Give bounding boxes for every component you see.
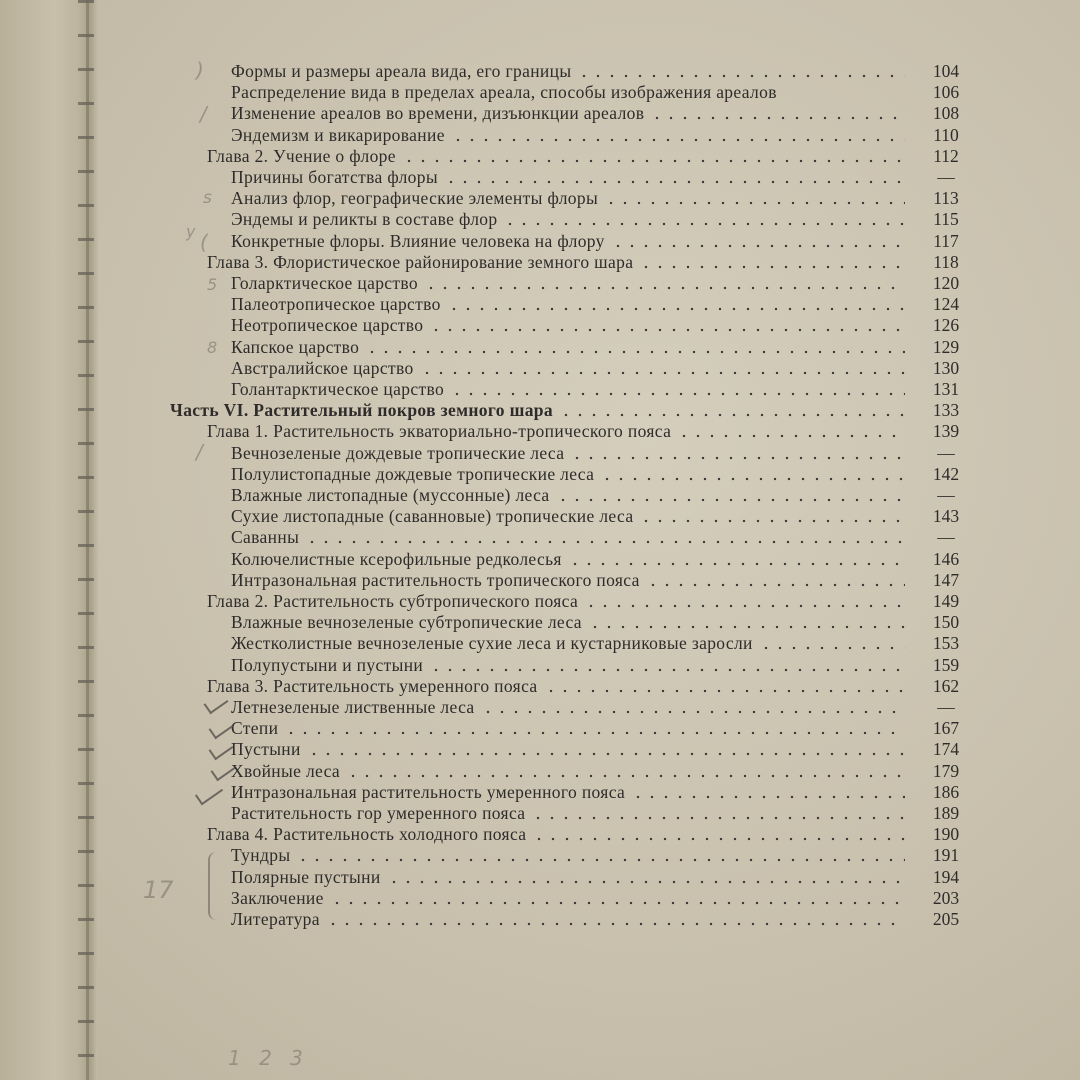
toc-page-number: — — [937, 527, 955, 547]
toc-page-number: 120 — [932, 273, 960, 293]
toc-leader-dots — [531, 816, 905, 820]
toc-entry-title: Капское царство — [231, 337, 360, 357]
toc-entry — [231, 526, 905, 548]
toc-entry — [231, 357, 905, 379]
toc-page-number: 147 — [932, 570, 960, 590]
toc-entry-title: Растительность гор умеренного пояса — [231, 803, 526, 823]
toc-leader-dots — [387, 880, 905, 884]
toc-leader-dots — [639, 265, 905, 269]
toc-leader-dots — [544, 689, 905, 693]
toc-entry — [231, 760, 905, 782]
toc-leader-dots — [650, 116, 905, 120]
pencil-check-mark — [209, 738, 234, 760]
pencil-mark: / — [200, 102, 207, 126]
toc-entry-title: Палеотропическое царство — [231, 294, 441, 314]
toc-leader-dots — [503, 222, 905, 226]
toc-leader-dots — [451, 138, 905, 142]
toc-entry-title: Глава 3. Растительность умеренного пояса — [207, 676, 538, 696]
toc-entry-title: Жестколистные вечнозеленые сухие леса и кустарниковые заросли — [231, 633, 753, 653]
toc-leader-dots — [568, 562, 905, 566]
toc-leader-dots — [305, 540, 905, 544]
toc-page-number: — — [937, 443, 955, 463]
toc-page-number: 106 — [932, 82, 960, 102]
toc-page-number: 110 — [933, 125, 959, 145]
toc-leader-dots — [402, 159, 905, 163]
toc-page-number: 124 — [932, 294, 960, 314]
toc-entry — [231, 102, 905, 124]
toc-entry — [231, 781, 905, 803]
toc-entry-title: Степи — [231, 718, 279, 738]
pencil-check-mark — [195, 781, 223, 806]
toc-entry — [231, 908, 905, 930]
toc-entry-title: Голарктическое царство — [231, 273, 419, 293]
toc-leader-dots — [326, 922, 905, 926]
toc-page-number: 139 — [932, 421, 960, 441]
pencil-mark: / — [196, 440, 203, 464]
toc-entry — [231, 208, 905, 230]
toc-entry-title: Глава 3. Флористическое районирование земного шара — [207, 252, 634, 272]
toc-leader-dots — [639, 519, 905, 523]
toc-leader-dots — [559, 413, 905, 417]
toc-leader-dots — [429, 668, 905, 672]
toc-leader-dots — [631, 795, 905, 799]
toc-page-number: 115 — [933, 209, 959, 229]
pencil-mark: 5 — [207, 275, 218, 294]
toc-entry-title: Тундры — [231, 845, 291, 865]
toc-page-number: 143 — [932, 506, 960, 526]
toc-entry — [231, 717, 905, 739]
toc-page-number: 189 — [932, 803, 960, 823]
toc-entry — [231, 166, 905, 188]
toc-entry — [231, 866, 905, 888]
toc-page-number: 113 — [933, 188, 959, 208]
toc-entry-title: Конкретные флоры. Влияние человека на флору — [231, 231, 605, 251]
toc-entry-title: Литература — [231, 909, 320, 929]
toc-chapter-heading — [207, 420, 905, 442]
toc-entry-title: Причины богатства флоры — [231, 167, 438, 187]
toc-leader-dots — [759, 646, 905, 650]
toc-page-number: 112 — [933, 146, 959, 166]
toc-entry-title: Анализ флор, географические элементы флоры — [231, 188, 599, 208]
toc-leader-dots — [611, 244, 905, 248]
toc-page-number: 108 — [932, 103, 960, 123]
toc-entry — [231, 632, 905, 654]
toc-entry — [231, 887, 905, 909]
toc-entry-title: Полулистопадные дождевые тропические леса — [231, 464, 595, 484]
pencil-mark: s — [203, 188, 212, 208]
toc-entry — [231, 60, 905, 82]
toc-entry — [231, 230, 905, 252]
toc-page-number: 133 — [932, 400, 960, 420]
toc-page-number: 174 — [932, 739, 960, 759]
toc-entry-title: Вечнозеленые дождевые тропические леса — [231, 443, 565, 463]
toc-chapter-heading — [207, 823, 905, 845]
pencil-note-number: 17 — [143, 876, 174, 904]
toc-page-number: 205 — [932, 909, 960, 929]
toc-page-number: 117 — [933, 231, 959, 251]
toc-chapter-heading — [207, 145, 905, 167]
toc-leader-dots — [424, 286, 905, 290]
toc-leader-dots — [365, 350, 905, 354]
toc-chapter-heading — [207, 590, 905, 612]
toc-leader-dots — [532, 837, 905, 841]
toc-chapter-heading — [207, 675, 905, 697]
toc-entry-title: Летнезеленые лиственные леса — [231, 697, 475, 717]
toc-part-heading — [170, 399, 905, 421]
toc-page-number: 131 — [932, 379, 960, 399]
toc-page-number: 159 — [932, 655, 960, 675]
pencil-mark: 8 — [207, 338, 218, 357]
toc-entry — [231, 654, 905, 676]
toc-page-number: 186 — [932, 782, 960, 802]
toc-entry-title: Хвойные леса — [231, 761, 341, 781]
toc-entry-title: Формы и размеры ареала вида, его границы — [231, 61, 572, 81]
toc-leader-dots — [420, 371, 905, 375]
toc-page-number: 190 — [932, 824, 960, 844]
toc-entry-title: Саванны — [231, 527, 300, 547]
toc-leader-dots — [588, 625, 905, 629]
toc-entry — [231, 548, 905, 570]
toc-entry — [231, 844, 905, 866]
toc-entry-title: Влажные вечнозеленые субтропические леса — [231, 612, 582, 632]
toc-page-number: 126 — [932, 315, 960, 335]
toc-page-number: 142 — [932, 464, 960, 484]
binding-crease — [86, 0, 89, 1080]
toc-page-number: 194 — [932, 867, 960, 887]
toc-page-number: 118 — [933, 252, 959, 272]
toc-leader-dots — [447, 307, 905, 311]
toc-leader-dots — [307, 752, 905, 756]
toc-entry-title: Полярные пустыни — [231, 867, 381, 887]
toc-entry — [231, 505, 905, 527]
toc-leader-dots — [284, 731, 905, 735]
toc-entry-title: Часть VI. Растительный покров земного шара — [170, 400, 553, 420]
toc-leader-dots — [600, 477, 905, 481]
toc-leader-dots — [577, 74, 905, 78]
pencil-mark: y — [186, 222, 196, 241]
toc-leader-dots — [556, 498, 905, 502]
toc-leader-dots — [570, 456, 905, 460]
toc-entry — [231, 124, 905, 146]
toc-page-number: 150 — [932, 612, 960, 632]
toc-entry-title: Пустыни — [231, 739, 301, 759]
toc-entry-title: Глава 2. Учение о флоре — [207, 146, 396, 166]
toc-entry-title: Влажные листопадные (муссонные) леса — [231, 485, 550, 505]
toc-entry — [231, 293, 905, 315]
toc-page-number: — — [937, 697, 955, 717]
toc-entry — [231, 802, 905, 824]
toc-entry-title: Неотропическое царство — [231, 315, 424, 335]
toc-page-number: 146 — [932, 549, 960, 569]
toc-entry — [231, 611, 905, 633]
toc-page-number: 130 — [932, 358, 960, 378]
toc-leader-dots — [444, 180, 905, 184]
toc-entry-title: Австралийское царство — [231, 358, 414, 378]
toc-entry-title: Колючелистные ксерофильные редколесья — [231, 549, 562, 569]
toc-page-number: 203 — [932, 888, 960, 908]
pencil-bracket — [208, 852, 220, 920]
toc-entry — [231, 569, 905, 591]
toc-entry-title: Глава 2. Растительность субтропического пояса — [207, 591, 579, 611]
toc-entry — [231, 738, 905, 760]
toc-page-number: — — [937, 167, 955, 187]
toc-entry-title: Эндемы и реликты в составе флор — [231, 209, 498, 229]
toc-entry-title: Сухие листопадные (саванновые) тропические леса — [231, 506, 634, 526]
toc-leader-dots — [346, 774, 905, 778]
toc-entry — [231, 81, 905, 103]
toc-page-number: 191 — [932, 845, 960, 865]
toc-entry — [231, 463, 905, 485]
toc-page-number: 153 — [932, 633, 960, 653]
pencil-mark: ( — [200, 230, 208, 254]
toc-leader-dots — [296, 858, 905, 862]
toc-entry — [231, 696, 905, 718]
toc-page-number: 167 — [932, 718, 960, 738]
toc-entry — [231, 378, 905, 400]
toc-leader-dots — [604, 201, 905, 205]
toc-page-number: 129 — [932, 337, 960, 357]
toc-page-number: 104 — [932, 61, 960, 81]
toc-leader-dots — [584, 604, 905, 608]
toc-entry-title: Глава 1. Растительность экваториально-тропического пояса — [207, 421, 672, 441]
toc-entry-title: Полупустыни и пустыни — [231, 655, 424, 675]
toc-entry-title: Интразональная растительность умеренного пояса — [231, 782, 626, 802]
toc-entry — [231, 272, 905, 294]
toc-page-number: 179 — [932, 761, 960, 781]
pencil-mark: ) — [196, 58, 204, 82]
toc-entry — [231, 336, 905, 358]
toc-leader-dots — [481, 710, 905, 714]
toc-leader-dots — [646, 583, 905, 587]
toc-leader-dots — [677, 434, 905, 438]
toc-entry-title: Распределение вида в пределах ареала, способы изображения ареалов — [231, 82, 777, 102]
toc-entry-title: Эндемизм и викарирование — [231, 125, 445, 145]
toc-page-number: 162 — [932, 676, 960, 696]
toc-entry-title: Голантарктическое царство — [231, 379, 445, 399]
pencil-bottom-numbers: 1 2 3 — [228, 1046, 309, 1070]
toc-entry-title: Интразональная растительность тропического пояса — [231, 570, 640, 590]
toc-entry-title: Глава 4. Растительность холодного пояса — [207, 824, 527, 844]
toc-page-number: 149 — [932, 591, 960, 611]
toc-entry-title: Изменение ареалов во времени, дизъюнкции ареалов — [231, 103, 645, 123]
toc-leader-dots — [330, 901, 905, 905]
toc-entry — [231, 187, 905, 209]
toc-leader-dots — [450, 392, 905, 396]
toc-page-number: — — [937, 485, 955, 505]
toc-chapter-heading — [207, 251, 905, 273]
pencil-check-mark — [209, 717, 234, 739]
toc-leader-dots — [429, 328, 905, 332]
toc-entry-title: Заключение — [231, 888, 324, 908]
toc-entry — [231, 314, 905, 336]
toc-entry — [231, 484, 905, 506]
toc-entry — [231, 442, 905, 464]
